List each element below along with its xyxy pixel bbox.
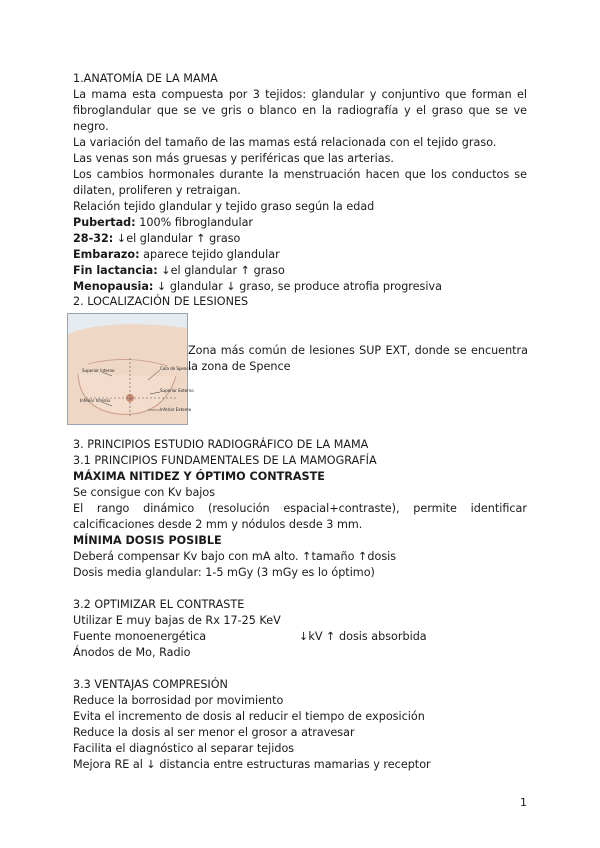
list-item: Mejora RE al ↓ distancia entre estructuras mamarias y receptor bbox=[73, 758, 431, 771]
bold-heading: MÁXIMA NITIDEZ Y ÓPTIMO CONTRASTE bbox=[73, 470, 325, 483]
subsection-title: 3.2 OPTIMIZAR EL CONTRASTE bbox=[73, 598, 245, 611]
paragraph: Deberá compensar Kv bajo con mA alto. ↑tamaño ↑dosis bbox=[73, 550, 397, 563]
item-text: ↓el glandular ↑ graso bbox=[113, 232, 241, 245]
item-label: Fin lactancia: bbox=[73, 264, 158, 277]
item-text: 100% fibroglandular bbox=[135, 216, 254, 229]
list-item: Reduce la borrosidad por movimiento bbox=[73, 694, 284, 707]
paragraph-row bbox=[73, 629, 527, 645]
figure-label: Inferior Interno bbox=[80, 398, 111, 403]
paragraph: Los cambios hormonales durante la menstruación hacen que los conductos se dilaten, proliferen y retraigan. bbox=[73, 168, 527, 197]
list-item: Reduce la dosis al ser menor el grosor a atravesar bbox=[73, 726, 355, 739]
figure-caption: Zona más común de lesiones SUP EXT, donde se encuentra la zona de Spence bbox=[188, 344, 528, 373]
section-title: 3. PRINCIPIOS ESTUDIO RADIOGRÁFICO DE LA MAMA bbox=[73, 438, 369, 451]
list-item bbox=[73, 279, 527, 295]
list-item bbox=[73, 231, 527, 247]
paragraph: Ánodos de Mo, Radio bbox=[73, 646, 191, 659]
breast-illustration bbox=[68, 314, 194, 424]
list-item bbox=[73, 263, 527, 279]
subsection-title: 3.1 PRINCIPIOS FUNDAMENTALES DE LA MAMOGRAFÍA bbox=[73, 454, 377, 467]
list-item: Evita el incremento de dosis al reducir el tiempo de exposición bbox=[73, 710, 425, 723]
list-item bbox=[73, 215, 527, 231]
paragraph: Dosis media glandular: 1-5 mGy (3 mGy es lo óptimo) bbox=[73, 566, 375, 579]
item-text: ↓el glandular ↑ graso bbox=[157, 264, 285, 277]
section-anatomia bbox=[73, 71, 527, 295]
paragraph: El rango dinámico (resolución espacial+contraste), permite identificar calcificaciones desde 2 mm y nódulos desde 3 mm. bbox=[73, 502, 527, 531]
item-label: Embarazo: bbox=[73, 248, 140, 261]
bold-heading: MÍNIMA DOSIS POSIBLE bbox=[73, 534, 222, 547]
list-item: Facilita el diagnóstico al separar tejidos bbox=[73, 742, 295, 755]
breast-quadrants-figure bbox=[67, 313, 194, 425]
list-item bbox=[73, 247, 527, 263]
paragraph: La variación del tamaño de las mamas está relacionada con el tejido graso. bbox=[73, 136, 497, 149]
item-label: Pubertad: bbox=[73, 216, 136, 229]
section-principios bbox=[73, 437, 527, 773]
item-text: ↓ glandular ↓ graso, se produce atrofia progresiva bbox=[153, 280, 442, 293]
paragraph: Las venas son más gruesas y periféricas que las arterias. bbox=[73, 152, 394, 165]
paragraph: ↓kV ↑ dosis absorbida bbox=[299, 630, 427, 643]
paragraph: Utilizar E muy bajas de Rx 17-25 KeV bbox=[73, 614, 281, 627]
figure-label: Inferior Externo bbox=[160, 407, 192, 412]
paragraph: La mama esta compuesta por 3 tejidos: glandular y conjuntivo que forman el fibroglandular que se ve gris o blanco en la radiografía y el graso que se ve negro. bbox=[73, 88, 527, 133]
item-label: 28-32: bbox=[73, 232, 114, 245]
figure-label: Superior Interno bbox=[82, 368, 115, 373]
item-text: aparece tejido glandular bbox=[139, 248, 280, 261]
figure-label: Cola de Spence bbox=[160, 366, 192, 371]
paragraph: Fuente monoenergética bbox=[73, 630, 207, 643]
subsection-title: 3.3 VENTAJAS COMPRESIÓN bbox=[73, 678, 228, 691]
section-title: 1.ANATOMÍA DE LA MAMA bbox=[73, 72, 218, 85]
paragraph: Relación tejido glandular y tejido graso según la edad bbox=[73, 200, 375, 213]
page-number: 1 bbox=[520, 796, 527, 809]
item-label: Menopausia: bbox=[73, 280, 154, 293]
figure-label: Superior Externo bbox=[160, 388, 194, 393]
paragraph: Se consigue con Kv bajos bbox=[73, 486, 216, 499]
section-localizacion-title: 2. LOCALIZACIÓN DE LESIONES bbox=[73, 295, 249, 308]
